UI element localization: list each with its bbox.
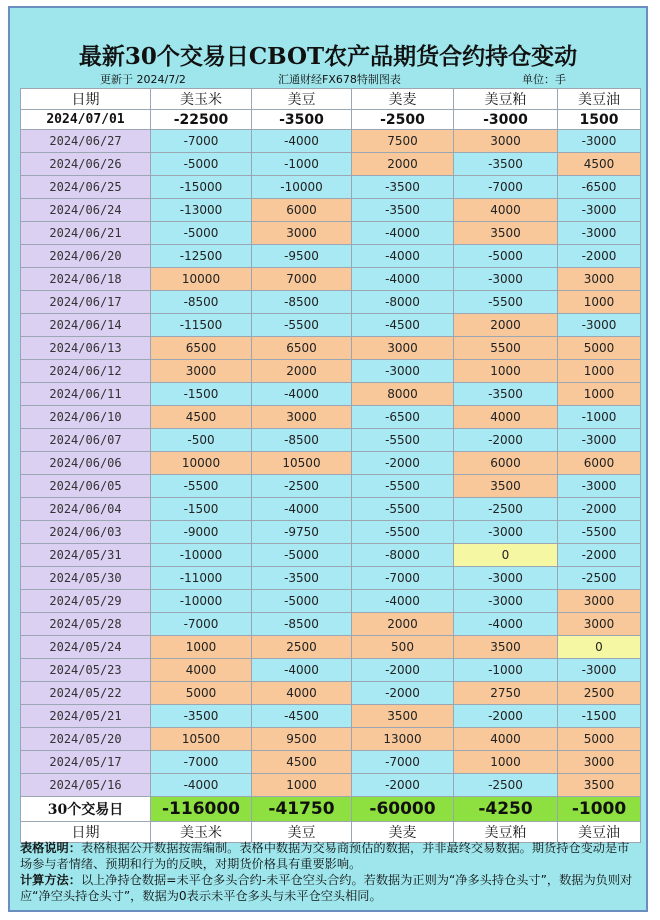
row-value: -3000	[558, 659, 641, 682]
row-value: 10500	[252, 452, 352, 475]
row-value: 2000	[352, 613, 454, 636]
row-value: -2000	[454, 429, 558, 452]
row-date: 2024/06/21	[21, 222, 151, 245]
row-value: -3500	[454, 383, 558, 406]
row-value: -5000	[454, 245, 558, 268]
table-row	[21, 383, 641, 406]
row-value: 6000	[558, 452, 641, 475]
row-value: -3000	[454, 590, 558, 613]
row-value: -500	[151, 429, 252, 452]
row-value: -2000	[352, 682, 454, 705]
row-value: 4000	[454, 406, 558, 429]
row-date: 2024/05/28	[21, 613, 151, 636]
updated-date: 更新于 2024/7/2	[100, 73, 186, 86]
table-row	[21, 199, 641, 222]
row-value: -8500	[252, 429, 352, 452]
row-value: -4000	[454, 613, 558, 636]
row-date: 2024/06/10	[21, 406, 151, 429]
row-value: -7000	[352, 751, 454, 774]
description-label: 表格说明：	[20, 841, 81, 855]
row-value: -1000	[454, 659, 558, 682]
total-value: -4250	[454, 797, 558, 822]
table-row	[21, 659, 641, 682]
row-value: -3000	[558, 314, 641, 337]
row-value: -10000	[252, 176, 352, 199]
row-value: 4500	[558, 153, 641, 176]
row-value: -4000	[352, 222, 454, 245]
row-date: 2024/06/04	[21, 498, 151, 521]
description-note	[20, 840, 640, 872]
row-value: 7000	[252, 268, 352, 291]
row-value: -3000	[558, 199, 641, 222]
row-value: -12500	[151, 245, 252, 268]
table-row	[21, 636, 641, 659]
row-value: -3500	[454, 153, 558, 176]
row-value: 3500	[558, 774, 641, 797]
row-date: 2024/06/05	[21, 475, 151, 498]
row-value: 4500	[252, 751, 352, 774]
latest-value: -2500	[352, 110, 454, 130]
row-value: -6500	[352, 406, 454, 429]
row-value: -2500	[454, 498, 558, 521]
row-value: -10000	[151, 544, 252, 567]
row-value: 6500	[151, 337, 252, 360]
row-value: 1000	[454, 360, 558, 383]
row-value: 4000	[151, 659, 252, 682]
row-date: 2024/06/12	[21, 360, 151, 383]
row-value: -5500	[352, 521, 454, 544]
row-value: -5500	[352, 475, 454, 498]
table-row	[21, 429, 641, 452]
table-row	[21, 314, 641, 337]
row-date: 2024/06/07	[21, 429, 151, 452]
row-value: -4000	[151, 774, 252, 797]
table-row	[21, 268, 641, 291]
row-value: 6000	[454, 452, 558, 475]
latest-value: -22500	[151, 110, 252, 130]
row-value: -3500	[151, 705, 252, 728]
row-value: 2000	[352, 153, 454, 176]
row-value: 4000	[454, 199, 558, 222]
latest-value: 1500	[558, 110, 641, 130]
row-value: -4000	[252, 383, 352, 406]
row-value: -5500	[454, 291, 558, 314]
row-value: -2000	[558, 498, 641, 521]
row-value: 5500	[454, 337, 558, 360]
row-value: -3000	[352, 360, 454, 383]
table-row	[21, 521, 641, 544]
row-value: 10500	[151, 728, 252, 751]
table-row	[21, 728, 641, 751]
row-value: 1000	[454, 751, 558, 774]
row-value: 2000	[454, 314, 558, 337]
row-value: 5000	[558, 728, 641, 751]
table-row	[21, 406, 641, 429]
row-value: 5000	[151, 682, 252, 705]
row-value: -8500	[252, 291, 352, 314]
header-cell-soybean: 美豆	[252, 89, 352, 110]
table-row	[21, 498, 641, 521]
total-row	[21, 797, 641, 822]
row-date: 2024/06/17	[21, 291, 151, 314]
table-row	[21, 153, 641, 176]
row-value: -4500	[352, 314, 454, 337]
row-value: -10000	[151, 590, 252, 613]
row-value: 1000	[558, 360, 641, 383]
row-value: -13000	[151, 199, 252, 222]
row-value: 2500	[252, 636, 352, 659]
footer-cell-wheat: 美麦	[352, 822, 454, 843]
header-cell-soymeal: 美豆粕	[454, 89, 558, 110]
row-value: 3000	[352, 337, 454, 360]
table-row	[21, 452, 641, 475]
row-value: -9000	[151, 521, 252, 544]
row-value: -5000	[252, 590, 352, 613]
row-value: -8000	[352, 291, 454, 314]
row-value: -11500	[151, 314, 252, 337]
row-value: 13000	[352, 728, 454, 751]
table-row	[21, 613, 641, 636]
row-value: 6000	[252, 199, 352, 222]
row-value: -4000	[352, 245, 454, 268]
notes	[20, 840, 640, 906]
row-value: -2000	[454, 705, 558, 728]
row-value: -7000	[454, 176, 558, 199]
table-row	[21, 705, 641, 728]
total-value: -116000	[151, 797, 252, 822]
row-date: 2024/06/14	[21, 314, 151, 337]
table-row	[21, 475, 641, 498]
row-value: 0	[454, 544, 558, 567]
row-value: -7000	[151, 613, 252, 636]
row-value: -5500	[352, 429, 454, 452]
row-value: -8000	[352, 544, 454, 567]
subheader	[10, 70, 646, 86]
table-row	[21, 567, 641, 590]
table-row	[21, 682, 641, 705]
row-value: -5500	[151, 475, 252, 498]
row-value: -8500	[252, 613, 352, 636]
row-value: -3000	[454, 268, 558, 291]
row-date: 2024/06/18	[21, 268, 151, 291]
source-label: 汇通财经FX678特制图表	[278, 73, 401, 86]
latest-row	[21, 110, 641, 130]
row-date: 2024/06/26	[21, 153, 151, 176]
row-value: 3500	[454, 222, 558, 245]
row-value: -5000	[151, 153, 252, 176]
row-date: 2024/05/22	[21, 682, 151, 705]
header-cell-corn: 美玉米	[151, 89, 252, 110]
row-value: 10000	[151, 452, 252, 475]
footer-cell-soybean: 美豆	[252, 822, 352, 843]
row-date: 2024/06/11	[21, 383, 151, 406]
table-row	[21, 751, 641, 774]
row-value: 3000	[252, 222, 352, 245]
row-value: -11000	[151, 567, 252, 590]
row-value: -4000	[352, 590, 454, 613]
table-row	[21, 130, 641, 153]
row-value: -3000	[454, 521, 558, 544]
table-row	[21, 222, 641, 245]
row-value: 3000	[454, 130, 558, 153]
header-row	[21, 89, 641, 110]
row-date: 2024/06/25	[21, 176, 151, 199]
footer-cell-soymeal: 美豆粕	[454, 822, 558, 843]
row-value: 8000	[352, 383, 454, 406]
row-value: 0	[558, 636, 641, 659]
row-value: -1500	[151, 383, 252, 406]
row-value: -9500	[252, 245, 352, 268]
row-value: 1000	[252, 774, 352, 797]
row-value: -4000	[352, 268, 454, 291]
row-value: -7000	[151, 130, 252, 153]
row-value: -3500	[352, 199, 454, 222]
row-value: -15000	[151, 176, 252, 199]
row-value: -5500	[252, 314, 352, 337]
row-value: 5000	[558, 337, 641, 360]
total-value: -60000	[352, 797, 454, 822]
footer-cell-corn: 美玉米	[151, 822, 252, 843]
row-value: -5500	[352, 498, 454, 521]
row-value: -1500	[151, 498, 252, 521]
calculation-note	[20, 872, 640, 904]
calculation-text: 以上净持仓数据=未平仓多头合约-未平仓空头合约。若数据为正则为“净多头持仓头寸”，数据为负则对应“净空头持仓头寸”，数据为0表示未平仓多头与未平仓空头相同。	[20, 873, 633, 903]
row-date: 2024/05/23	[21, 659, 151, 682]
row-date: 2024/05/29	[21, 590, 151, 613]
row-value: -2500	[454, 774, 558, 797]
table-row	[21, 291, 641, 314]
unit-label: 单位：手	[522, 73, 566, 86]
row-value: -4000	[252, 498, 352, 521]
row-date: 2024/06/06	[21, 452, 151, 475]
row-value: 3000	[252, 406, 352, 429]
row-date: 2024/05/17	[21, 751, 151, 774]
row-date: 2024/05/21	[21, 705, 151, 728]
row-value: -3500	[252, 567, 352, 590]
table-row	[21, 590, 641, 613]
row-value: 3500	[454, 475, 558, 498]
footer-cell-date: 日期	[21, 822, 151, 843]
row-value: 2750	[454, 682, 558, 705]
latest-date: 2024/07/01	[21, 110, 151, 130]
row-value: 2500	[558, 682, 641, 705]
row-value: 3000	[558, 751, 641, 774]
row-date: 2024/06/03	[21, 521, 151, 544]
row-value: 1000	[558, 291, 641, 314]
calculation-label: 计算方法：	[20, 873, 81, 887]
row-value: -4000	[252, 130, 352, 153]
row-value: 3000	[558, 268, 641, 291]
row-date: 2024/05/16	[21, 774, 151, 797]
row-value: -7000	[151, 751, 252, 774]
row-value: -2500	[558, 567, 641, 590]
row-value: 3500	[454, 636, 558, 659]
row-value: -5000	[151, 222, 252, 245]
row-value: 4000	[252, 682, 352, 705]
row-value: -2000	[558, 544, 641, 567]
row-value: -1500	[558, 705, 641, 728]
row-value: 10000	[151, 268, 252, 291]
row-value: -3000	[454, 567, 558, 590]
row-value: -5500	[558, 521, 641, 544]
row-value: -3000	[558, 130, 641, 153]
row-value: 9500	[252, 728, 352, 751]
row-value: -3000	[558, 475, 641, 498]
header-cell-date: 日期	[21, 89, 151, 110]
row-date: 2024/06/24	[21, 199, 151, 222]
row-value: 3000	[558, 590, 641, 613]
row-value: 4000	[454, 728, 558, 751]
row-value: -2000	[558, 245, 641, 268]
latest-value: -3000	[454, 110, 558, 130]
table-row	[21, 774, 641, 797]
row-value: -2000	[352, 774, 454, 797]
row-value: 4500	[151, 406, 252, 429]
positions-table	[20, 88, 641, 843]
row-value: -8500	[151, 291, 252, 314]
table-row	[21, 245, 641, 268]
row-value: -2500	[252, 475, 352, 498]
row-date: 2024/05/30	[21, 567, 151, 590]
row-value: -3500	[352, 176, 454, 199]
header-cell-wheat: 美麦	[352, 89, 454, 110]
row-value: 7500	[352, 130, 454, 153]
total-value: -1000	[558, 797, 641, 822]
total-label: 30个交易日	[21, 797, 151, 822]
page-title: 最新30个交易日CBOT农产品期货合约持仓变动	[78, 43, 578, 70]
row-value: -5000	[252, 544, 352, 567]
table-row	[21, 176, 641, 199]
row-date: 2024/05/24	[21, 636, 151, 659]
latest-value: -3500	[252, 110, 352, 130]
row-value: -3000	[558, 429, 641, 452]
row-value: 500	[352, 636, 454, 659]
row-value: -2000	[352, 452, 454, 475]
row-value: -6500	[558, 176, 641, 199]
table-row	[21, 544, 641, 567]
row-value: -2000	[352, 659, 454, 682]
footer-cell-soyoil: 美豆油	[558, 822, 641, 843]
description-text: 表格根据公开数据按需编制。表格中数据为交易商预估的数据，并非最终交易数据。期货持仓变动是市场参与者情绪、预期和行为的反映，对期货价格具有重要影响。	[20, 841, 630, 871]
row-date: 2024/06/27	[21, 130, 151, 153]
row-value: -4500	[252, 705, 352, 728]
total-value: -41750	[252, 797, 352, 822]
table-row	[21, 337, 641, 360]
row-value: -1000	[558, 406, 641, 429]
row-value: 6500	[252, 337, 352, 360]
table-row	[21, 360, 641, 383]
row-date: 2024/05/31	[21, 544, 151, 567]
row-value: -9750	[252, 521, 352, 544]
row-value: -7000	[352, 567, 454, 590]
chart-frame	[8, 6, 648, 912]
row-value: 2000	[252, 360, 352, 383]
row-date: 2024/06/13	[21, 337, 151, 360]
header-cell-soyoil: 美豆油	[558, 89, 641, 110]
row-value: 1000	[151, 636, 252, 659]
row-value: 3000	[558, 613, 641, 636]
row-date: 2024/06/20	[21, 245, 151, 268]
row-value: -1000	[252, 153, 352, 176]
row-date: 2024/05/20	[21, 728, 151, 751]
row-value: 1000	[558, 383, 641, 406]
row-value: -4000	[252, 659, 352, 682]
row-value: -3000	[558, 222, 641, 245]
row-value: 3500	[352, 705, 454, 728]
row-value: 3000	[151, 360, 252, 383]
